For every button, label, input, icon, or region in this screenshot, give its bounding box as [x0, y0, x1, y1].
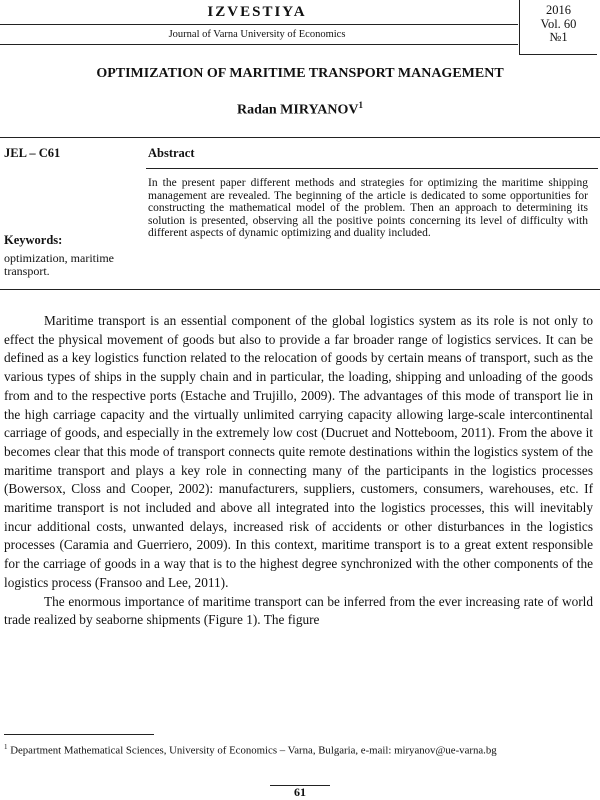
journal-subtitle: Journal of Varna University of Economics: [168, 29, 346, 40]
footnote-text: Department Mathematical Sciences, University of Economics – Varna, Bulgaria, e-mail: miryanov@ue-varna.bg: [7, 744, 497, 757]
abstract-bottom-rule: [0, 289, 600, 290]
body-paragraph: The enormous importance of maritime transport can be inferred from the ever increasing rate of world trade realized by seaborne shipments (Figure 1). The figure: [4, 593, 593, 628]
footnote-rule: [4, 734, 154, 735]
issue-info-box: [519, 0, 597, 55]
jel-code: JEL – C61: [4, 146, 61, 160]
author-name: Radan MIRYANOV: [236, 102, 359, 118]
issue-year: 2016: [546, 3, 571, 17]
footnote: [4, 741, 590, 757]
article-title: OPTIMIZATION OF MARITIME TRANSPORT MANAGEMENT: [96, 66, 504, 81]
header-rule: [0, 24, 518, 25]
page-number: 61: [294, 785, 306, 799]
keywords-text: optimization, maritime transport.: [4, 251, 114, 278]
abstract-column: [148, 146, 588, 240]
article-body: [4, 312, 593, 630]
issue-number: №1: [549, 30, 568, 44]
keywords-heading: Keywords:: [4, 233, 63, 247]
abstract-text: In the present paper different methods and strategies for optimizing the maritime shipping management are revealed. The beginning of the article is dedicated to some opportunities for constructing the mathematical model of the problem. Then an approach to determining its solution is presented, observing all the positive points concerning its level of difficulty with different aspects of dynamic optimizing and duality included.: [148, 177, 588, 240]
footnote-mark: 1: [4, 743, 8, 751]
classification-column: [4, 146, 130, 278]
article-author: [0, 100, 600, 119]
journal-name: IZVESTIYA: [207, 4, 307, 20]
header-rule: [0, 44, 518, 45]
abstract-heading-rule: [146, 168, 598, 169]
author-footnote-mark: 1: [358, 100, 363, 110]
abstract-heading: Abstract: [148, 146, 195, 160]
abstract-top-rule: [0, 137, 600, 138]
journal-header: [0, 0, 600, 46]
body-paragraph: Maritime transport is an essential component of the global logistics system as its role is not only to effect the physical movement of goods but also to provide a far broader range of logistics services. It can be defined as a key logistics function related to the relocation of goods by certain means of transport, such as the various types of ships in the supply chain and in particular, the loading, shipping and unloading of the goods from and to the respective ports (Estache and Trujillo, 2009). The advantages of this mode of transport lie in the high carriage capacity and the virtually unlimited carrying capacity allowing large-scale intercontinental carriage of goods, and especially in the extremely low cost (Ducruet and Notteboom, 2011). From the above it becomes clear that this mode of transport connects quite remote destinations within the logistics system of the maritime transport and plays a key role in connecting many of the participants in the logistics processes (Bowersox, Closs and Cooper, 2002): manufacturers, suppliers, customers, consumers, warehouses, etc. If maritime transport is not included and above all integrated into the logistics processes, this will inevitably incur additional costs, unwanted delays, increased risk of accidents or other disturbances in the logistics processes (Caramia and Guerriero, 2009). In this context, maritime transport is to a great extent responsible for the carriage of goods in a way that is to the highest degree synchronized with the other components of the logistics process (Fransoo and Lee, 2011).: [4, 313, 593, 590]
issue-volume: Vol. 60: [540, 16, 577, 31]
